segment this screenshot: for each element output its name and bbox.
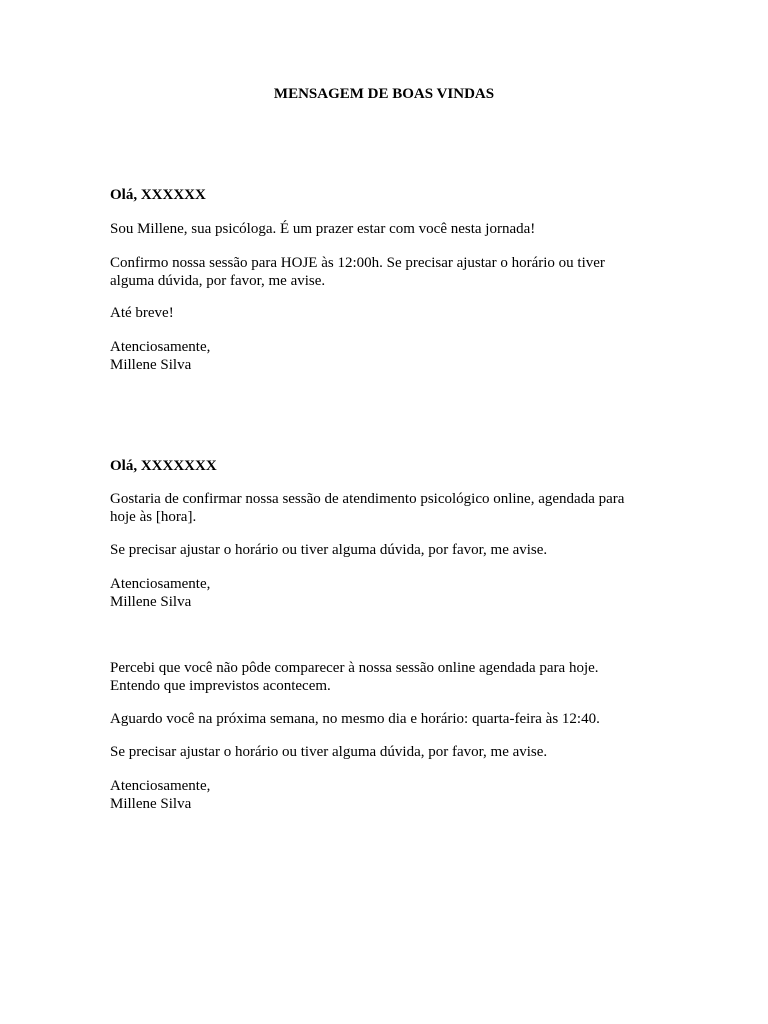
message1-paragraph2 [110,255,655,290]
message2-closing-block [110,576,655,611]
message3-paragraph3: Se precisar ajustar o horário ou tiver alguma dúvida, por favor, me avise. [110,744,548,760]
message1-closing: Atenciosamente, [110,339,211,355]
document-title: MENSAGEM DE BOAS VINDAS [273,86,495,102]
message1-paragraph2-line2: alguma dúvida, por favor, me avise. [110,272,326,289]
message2-paragraph1 [110,491,655,526]
message2-greeting: Olá, XXXXXXX [110,458,217,474]
message2-paragraph2: Se precisar ajustar o horário ou tiver alguma dúvida, por favor, me avise. [110,542,548,558]
message1-signature: Millene Silva [110,356,192,373]
message3-signature: Millene Silva [110,795,192,812]
message3-paragraph1-line1: Percebi que você não pôde comparecer à nossa sessão online agendada para hoje. [110,660,599,676]
message1-paragraph3: Até breve! [110,305,174,321]
message3-closing-block [110,778,655,813]
message2-signature: Millene Silva [110,593,192,610]
message3-paragraph2: Aguardo você na próxima semana, no mesmo dia e horário: quarta-feira às 12:40. [110,711,600,727]
message2-paragraph1-line2: hoje às [hora]. [110,508,197,525]
message1-closing-block [110,339,655,374]
message3-paragraph1 [110,660,655,695]
message3-paragraph1-line2: Entendo que imprevistos acontecem. [110,677,331,694]
message1-paragraph1: Sou Millene, sua psicóloga. É um prazer estar com você nesta jornada! [110,221,536,237]
message1-paragraph2-line1: Confirmo nossa sessão para HOJE às 12:00h. Se precisar ajustar o horário ou tiver [110,255,605,271]
message1-greeting: Olá, XXXXXX [110,187,206,203]
message2-closing: Atenciosamente, [110,576,211,592]
message3-closing: Atenciosamente, [110,778,211,794]
message2-paragraph1-line1: Gostaria de confirmar nossa sessão de atendimento psicológico online, agendada para [110,491,625,507]
